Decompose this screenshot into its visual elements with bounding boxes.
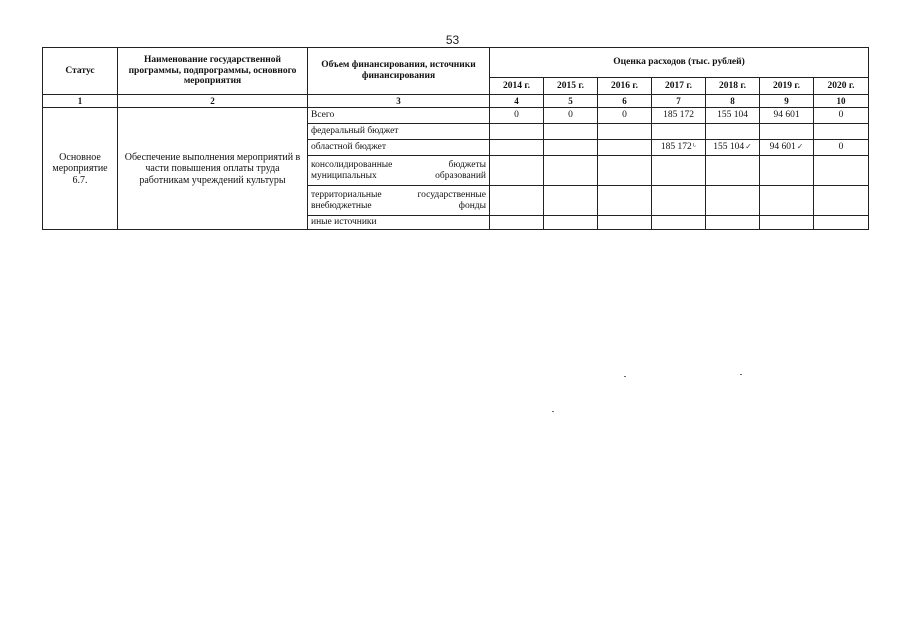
value-cell: 94 601 [760, 108, 814, 124]
header-funding: Объем финансирования, источники финансирования [308, 48, 490, 95]
scan-speck [740, 374, 742, 375]
value-text: 155 104 [713, 142, 745, 153]
source-label: иные источники [308, 216, 490, 230]
value-cell [652, 186, 706, 216]
value-cell: 0 [544, 108, 598, 124]
value-cell [760, 216, 814, 230]
value-cell [652, 140, 706, 156]
value-cell [490, 186, 544, 216]
header-year: 2020 г. [814, 78, 869, 95]
value-cell [598, 124, 652, 140]
value-cell: 0 [814, 140, 869, 156]
value-cell [760, 124, 814, 140]
value-cell [490, 140, 544, 156]
value-cell [544, 186, 598, 216]
value-cell: 0 [490, 108, 544, 124]
check-mark-icon: ✓ [745, 142, 752, 152]
value-cell [544, 124, 598, 140]
measure-name-cell: Обеспечение выполнения мероприятий в части повышения оплаты труда работникам учреждений культуры [118, 108, 308, 230]
value-cell [814, 156, 869, 186]
header-year: 2016 г. [598, 78, 652, 95]
value-cell: 0 [598, 108, 652, 124]
value-cell [706, 186, 760, 216]
value-text: 185 172 [660, 142, 692, 153]
check-mark-icon: ᒡ [692, 142, 697, 152]
value-cell: 185 172 [652, 108, 706, 124]
column-number: 5 [544, 95, 598, 108]
scan-speck [552, 411, 554, 412]
value-cell: 155 104 [706, 108, 760, 124]
scan-speck [624, 376, 626, 377]
value-cell [544, 140, 598, 156]
value-cell [760, 156, 814, 186]
table-row [43, 108, 869, 124]
source-label: консолидированные бюджеты муниципальных образований [308, 156, 490, 186]
header-year: 2017 г. [652, 78, 706, 95]
value-cell [760, 186, 814, 216]
column-number: 7 [652, 95, 706, 108]
header-status: Статус [43, 48, 118, 95]
value-cell [652, 216, 706, 230]
status-cell: Основное мероприятие 6.7. [43, 108, 118, 230]
value-cell [652, 156, 706, 186]
column-number: 2 [118, 95, 308, 108]
source-label: областной бюджет [308, 140, 490, 156]
value-cell [490, 124, 544, 140]
value-cell [760, 140, 814, 156]
header-year: 2015 г. [544, 78, 598, 95]
value-cell [544, 156, 598, 186]
value-cell [814, 216, 869, 230]
header-estimate: Оценка расходов (тыс. рублей) [490, 48, 869, 78]
value-cell [544, 216, 598, 230]
header-year: 2018 г. [706, 78, 760, 95]
value-cell [706, 216, 760, 230]
value-cell [706, 156, 760, 186]
value-cell [814, 186, 869, 216]
value-cell [598, 216, 652, 230]
funding-table [42, 47, 869, 230]
check-mark-icon: ✓ [796, 142, 804, 152]
column-number: 4 [490, 95, 544, 108]
column-number: 10 [814, 95, 869, 108]
column-number: 6 [598, 95, 652, 108]
value-cell [598, 186, 652, 216]
header-year: 2019 г. [760, 78, 814, 95]
value-cell [706, 140, 760, 156]
header-program-name: Наименование государственной программы, подпрограммы, основного мероприятия [118, 48, 308, 95]
source-label: территориальные государственные внебюджетные фонды [308, 186, 490, 216]
value-cell [652, 124, 706, 140]
value-cell [814, 124, 869, 140]
source-label: Всего [308, 108, 490, 124]
value-cell [598, 156, 652, 186]
value-cell [490, 216, 544, 230]
value-cell [598, 140, 652, 156]
value-cell: 0 [814, 108, 869, 124]
column-number: 1 [43, 95, 118, 108]
value-cell [490, 156, 544, 186]
source-label: федеральный бюджет [308, 124, 490, 140]
column-number: 8 [706, 95, 760, 108]
page-number: 53 [445, 33, 460, 47]
column-number: 9 [760, 95, 814, 108]
value-text: 94 601 [769, 142, 796, 153]
value-cell [706, 124, 760, 140]
column-number: 3 [308, 95, 490, 108]
header-year: 2014 г. [490, 78, 544, 95]
